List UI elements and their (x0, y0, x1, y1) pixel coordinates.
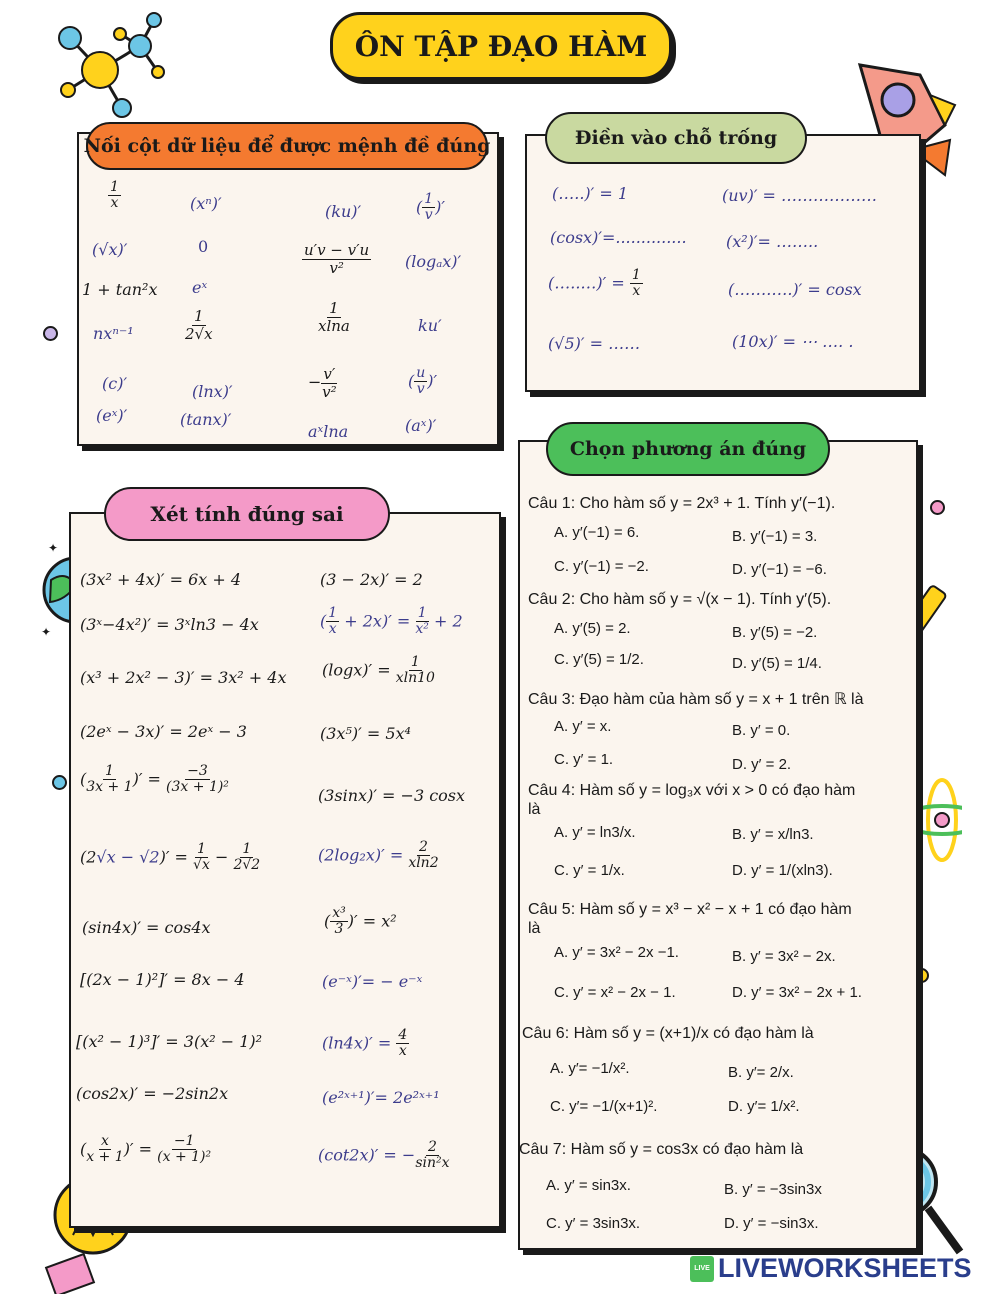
brand-logo (690, 1253, 972, 1284)
option-a[interactable]: A. y′ = sin3x. (546, 1177, 631, 1194)
option-d[interactable]: D. y′(−1) = −6. (732, 561, 827, 578)
match-item[interactable]: (√x)′ (92, 240, 128, 259)
match-item[interactable]: 1 + tan²x (82, 280, 158, 299)
tf-statement[interactable]: (2√x − √2)′ = $\frac{1}{√x}$ − $\frac{1}{2√2}$ (80, 841, 261, 874)
tf-statement[interactable]: [(x² − 1)³]′ = 3(x² − 1)² (76, 1032, 263, 1051)
dot-decoration (43, 326, 58, 341)
option-a[interactable]: A. y′ = 3x² − 2x −1. (554, 944, 679, 961)
brand-mark-icon: LIVE (690, 1256, 714, 1282)
tf-statement[interactable]: (3x⁵)′ = 5x⁴ (320, 724, 411, 743)
option-b[interactable]: B. y′ = −3sin3x (724, 1181, 822, 1198)
fill-item[interactable]: (cosx)′=.............. (550, 228, 687, 247)
tf-statement[interactable]: (e⁻ˣ)′= − e⁻ˣ (322, 972, 423, 991)
tf-statement[interactable]: (3 − 2x)′ = 2 (320, 570, 423, 589)
tf-statement[interactable]: ( $\frac{x}{x + 1}$ )′ = $\frac{-1}{\text{(x + 1)²}}$ (80, 1133, 212, 1166)
match-item[interactable]: − $\frac{v'}{\text{v²}}$ (308, 365, 337, 401)
tf-statement[interactable]: (cos2x)′ = −2sin2x (76, 1084, 229, 1103)
option-b[interactable]: B. y′(−1) = 3. (732, 528, 818, 545)
match-header: Nối cột dữ liệu để được mệnh đề đúng (86, 122, 488, 170)
tf-statement[interactable]: (sin4x)′ = cos4x (82, 918, 211, 937)
option-d[interactable]: D. y′(5) = 1/4. (732, 655, 822, 672)
fill-item[interactable]: (10x)′ = ⋯ …. . (732, 332, 854, 351)
tf-statement[interactable]: (x³ + 2x² − 3)′ = 3x² + 4x (80, 668, 287, 687)
question-text-cont: là (528, 801, 541, 818)
atom-icon (912, 770, 962, 870)
match-item[interactable]: (tanx)′ (180, 410, 232, 429)
match-item[interactable]: (ku)′ (325, 202, 362, 221)
option-d[interactable]: D. y′= 1/x². (728, 1098, 800, 1115)
fill-item[interactable]: (…….….)′ = cosx (728, 280, 862, 299)
match-item[interactable]: ku′ (418, 316, 442, 335)
match-item[interactable]: (aˣ)′ (405, 416, 437, 435)
question-text: Câu 6: Hàm số y = (x+1)/x có đạo hàm là (522, 1025, 814, 1042)
match-item[interactable]: (lnx)′ (192, 382, 233, 401)
option-a[interactable]: A. y′ = ln3/x. (554, 824, 636, 841)
tf-statement[interactable]: (logx)′ = $\frac{1}{xln10}$ (322, 654, 435, 687)
option-a[interactable]: A. y′(5) = 2. (554, 620, 631, 637)
fill-header: Điền vào chỗ trống (545, 112, 807, 164)
match-item[interactable]: $\frac{u'v - v'u}{\text{v²}}$ (304, 241, 370, 277)
question-text: Câu 4: Hàm số y = log₃x với x > 0 có đạo hàm (528, 782, 856, 799)
option-d[interactable]: D. y′ = 1/(xln3). (732, 862, 833, 879)
tf-statement[interactable]: (ln4x)′ = $\frac{4}{x}$ (322, 1027, 408, 1060)
tf-statement[interactable]: ( $\frac{1}{x}$ + 2x)′ = $\frac{1}{\text{x²}}$ + 2 (320, 605, 463, 638)
tf-statement[interactable]: (3ˣ−4x²)′ = 3ˣln3 − 4x (80, 615, 259, 634)
option-b[interactable]: B. y′= 2/x. (728, 1064, 794, 1081)
match-item[interactable]: $\frac{1}{xlna}$ (318, 299, 350, 335)
question-text-cont: là (528, 920, 541, 937)
match-item[interactable]: aˣlna (308, 422, 349, 441)
tf-header: Xét tính đúng sai (104, 487, 390, 541)
fill-item[interactable]: (x²)′= …….. (726, 232, 819, 251)
svg-text:✦: ✦ (41, 625, 52, 639)
page-title: ÔN TẬP ĐẠO HÀM (330, 12, 672, 80)
match-item[interactable]: (logₐx)′ (405, 252, 462, 271)
option-c[interactable]: C. y′(5) = 1/2. (554, 651, 644, 668)
svg-text:✦: ✦ (48, 541, 59, 555)
option-a[interactable]: A. y′= −1/x². (550, 1060, 630, 1077)
tf-statement[interactable]: ( $\frac{1}{3x + 1}$ )′ = $\frac{-3}{\text{(3x + 1)²}}$ (80, 763, 229, 796)
option-b[interactable]: B. y′ = 0. (732, 722, 791, 739)
match-item[interactable]: (eˣ)′ (96, 406, 128, 425)
match-item[interactable]: (xⁿ)′ (190, 194, 222, 213)
tf-statement[interactable]: (2log₂x)′ = $\frac{2}{xln2}$ (318, 839, 439, 872)
choose-header: Chọn phương án đúng (546, 422, 830, 476)
match-item[interactable]: nxⁿ⁻¹ (93, 324, 134, 343)
fill-item[interactable]: (…..…)′ = $\frac{1}{x}$ (548, 267, 641, 300)
fill-item[interactable]: (uv)′ = ……………… (722, 186, 878, 205)
question-text: Câu 3: Đạo hàm của hàm số y = x + 1 trên ℝ là (528, 691, 864, 708)
question-text: Câu 7: Hàm số y = cos3x có đạo hàm là (519, 1141, 804, 1158)
molecule-icon (50, 10, 180, 120)
option-d[interactable]: D. y′ = 3x² − 2x + 1. (732, 984, 862, 1001)
option-b[interactable]: B. y′ = x/ln3. (732, 826, 814, 843)
option-c[interactable]: C. y′ = 1/x. (554, 862, 625, 879)
option-b[interactable]: B. y′(5) = −2. (732, 624, 818, 641)
tf-statement[interactable]: (cot2x)′ = − $\frac{2}{\text{sin²x}}$ (318, 1139, 450, 1172)
tf-statement[interactable]: (2eˣ − 3x)′ = 2eˣ − 3 (80, 722, 247, 741)
tf-statement[interactable]: (3x² + 4x)′ = 6x + 4 (80, 570, 242, 589)
match-item[interactable]: ( $\frac{1}{v}$ )′ (416, 191, 446, 224)
option-a[interactable]: A. y′ = x. (554, 718, 612, 735)
option-a[interactable]: A. y′(−1) = 6. (554, 524, 640, 541)
tf-statement[interactable]: (3sinx)′ = −3 cosx (318, 786, 466, 805)
option-d[interactable]: D. y′ = −sin3x. (724, 1215, 819, 1232)
match-item[interactable]: eˣ (192, 278, 208, 297)
tf-statement[interactable]: [(2x − 1)²]′ = 8x − 4 (80, 970, 245, 989)
fill-item[interactable]: (√5)′ = …… (548, 334, 641, 353)
option-c[interactable]: C. y′ = 3sin3x. (546, 1215, 641, 1232)
option-c[interactable]: C. y′ = x² − 2x − 1. (554, 984, 676, 1001)
option-c[interactable]: C. y′ = 1. (554, 751, 614, 768)
option-c[interactable]: C. y′(−1) = −2. (554, 558, 649, 575)
option-c[interactable]: C. y′= −1/(x+1)². (550, 1098, 658, 1115)
match-item[interactable]: $\frac{1}{x}$ (110, 179, 119, 212)
match-item[interactable]: 0 (198, 237, 209, 256)
match-item[interactable]: ( $\frac{u}{v}$ )′ (408, 365, 438, 398)
fill-item[interactable]: (…..)′ = 1 (552, 184, 629, 203)
option-d[interactable]: D. y′ = 2. (732, 756, 792, 773)
match-item[interactable]: $\frac{1}{2√x}$ (185, 307, 213, 343)
dot-decoration (52, 775, 67, 790)
question-text: Câu 2: Cho hàm số y = √(x − 1). Tính y′(5). (528, 591, 832, 608)
option-b[interactable]: B. y′ = 3x² − 2x. (732, 948, 836, 965)
dot-decoration (930, 500, 945, 515)
question-text: Câu 1: Cho hàm số y = 2x³ + 1. Tính y′(−1). (528, 495, 836, 512)
fill-panel (525, 134, 921, 392)
tf-statement[interactable]: ( $\frac{\text{x³}}{3}$ )′ = x² (324, 905, 397, 938)
question-text: Câu 5: Hàm số y = x³ − x² − x + 1 có đạo hàm (528, 901, 852, 918)
brand-name: LIVEWORKSHEETS (718, 1253, 972, 1283)
tf-statement[interactable]: (e²ˣ⁺¹)′= 2e²ˣ⁺¹ (322, 1088, 440, 1107)
match-item[interactable]: (c)′ (102, 374, 128, 393)
